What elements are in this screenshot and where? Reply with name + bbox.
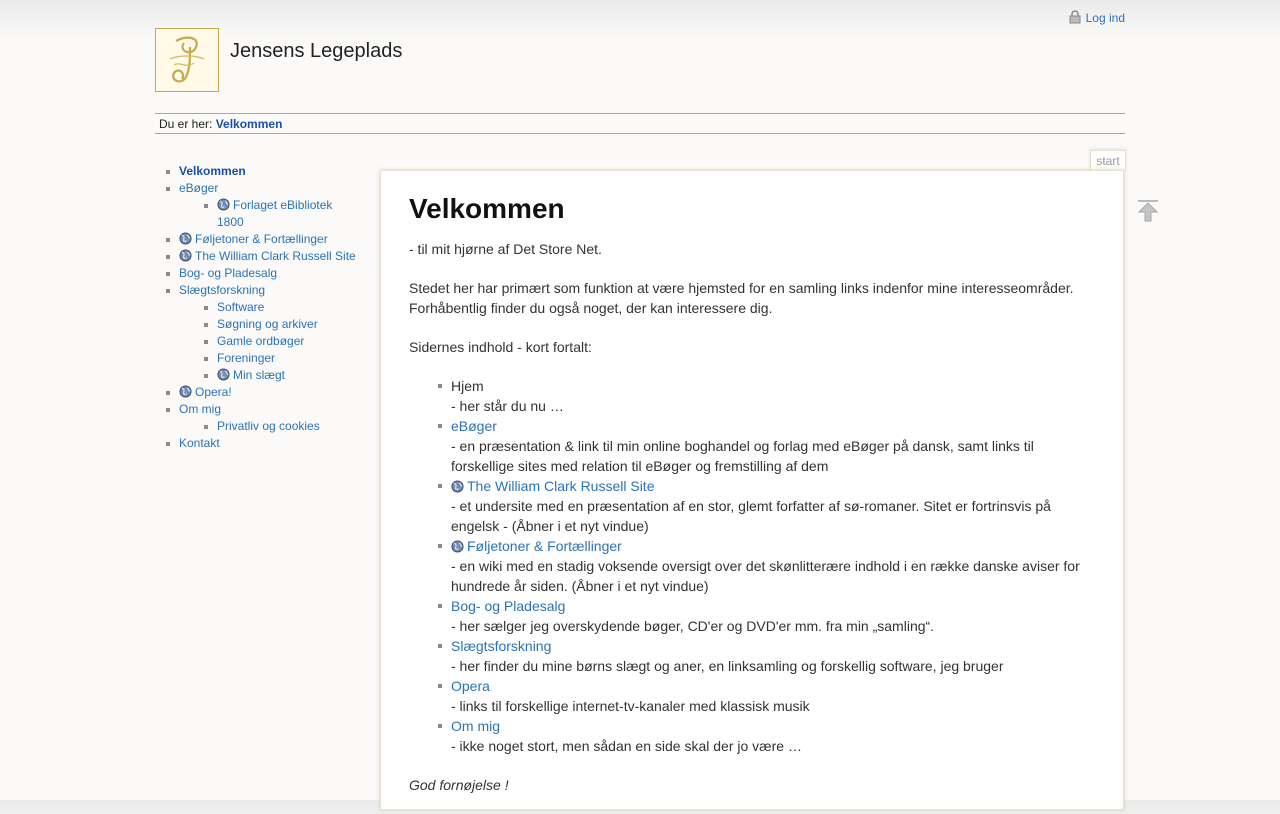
breadcrumb [155, 113, 1125, 134]
globe-icon [217, 198, 230, 211]
site-title: Jensens Legeplads [230, 40, 403, 62]
globe-icon [451, 480, 464, 493]
section-list [409, 376, 1099, 756]
list-item-link[interactable]: Bog- og Pladesalg [451, 598, 566, 614]
list-item-link[interactable]: eBøger [451, 418, 497, 434]
sidebar-item-ordboger [179, 333, 360, 350]
list-item-desc: - her står du nu … [451, 398, 564, 414]
list-item-link[interactable]: Slægtsforskning [451, 638, 552, 654]
list-item-desc: - en wiki med en stadig voksende oversigt over det skønlitterære indhold i en række danske aviser for hundrede år siden. (Åbner i et nyt vindue) [451, 558, 1080, 594]
list-item [451, 376, 1099, 416]
sidebar-item-foreninger [179, 350, 360, 367]
list-item [451, 596, 1099, 636]
globe-icon [451, 540, 464, 553]
sidebar-item-bogsalg [160, 265, 360, 282]
article [409, 193, 1099, 814]
list-item-desc: - ikke noget stort, men sådan en side skal der jo være … [451, 738, 802, 754]
list-item-desc: - en præsentation & link til min online boghandel og forlag med eBøger på dansk, samt links til forskellige sites med relation til eBøger og fremstilling af dem [451, 438, 1034, 474]
sidebar-link[interactable]: Om mig [179, 402, 221, 416]
list-item-link[interactable]: Føljetoner & Fortællinger [467, 538, 622, 554]
sidebar-link[interactable]: Gamle ordbøger [217, 334, 305, 348]
sidebar-item-foljetoner [160, 231, 360, 248]
sidebar-link[interactable]: Slægtsforskning [179, 283, 266, 297]
sidebar-item-slaegt [160, 282, 360, 384]
site-logo[interactable] [155, 28, 219, 92]
back-to-top-button[interactable] [1138, 198, 1158, 225]
list-item [451, 636, 1099, 676]
page-content [380, 170, 1124, 810]
sidebar-link[interactable]: Bog- og Pladesalg [179, 266, 278, 280]
list-item [451, 416, 1099, 476]
sidebar-item-sogning [179, 316, 360, 333]
login-link[interactable]: Log ind [1085, 11, 1125, 25]
sidebar-link[interactable]: Føljetoner & Fortællinger [195, 232, 328, 246]
globe-icon [179, 249, 192, 262]
summary-heading: Sidernes indhold - kort fortalt: [409, 339, 592, 355]
sidebar-link[interactable]: The William Clark Russell Site [195, 249, 356, 263]
list-item-desc: - links til forskellige internet-tv-kanaler med klassisk musik [451, 698, 810, 714]
list-item [451, 716, 1099, 756]
paragraph-line: Forhåbentlig finder du også noget, der kan interessere dig. [409, 300, 773, 316]
list-item-desc: - her finder du mine børns slægt og aner, en linksamling og forskellig software, jeg bruger [451, 658, 1004, 674]
intro-text: - til mit hjørne af Det Store Net. [409, 241, 602, 257]
sidebar-item-software [179, 299, 360, 316]
sidebar-link[interactable]: Software [217, 300, 265, 314]
sidebar-item-russell [160, 248, 360, 265]
paragraph-line: Stedet her har primært som funktion at være hjemsted for en samling links indenfor mine interesseområder. [409, 280, 1074, 296]
sidebar-item-privatliv [179, 418, 360, 435]
logo-j-icon [156, 29, 218, 91]
list-item [451, 476, 1099, 536]
globe-icon [217, 368, 230, 381]
sidebar-nav [160, 163, 360, 452]
sidebar-link[interactable]: Foreninger [217, 351, 276, 365]
page-title: Velkommen [409, 193, 565, 224]
list-item-desc: - et undersite med en præsentation af en stor, glemt forfatter af sø-romaner. Sitet er fortrinsvis på engelsk - (Åbner i et nyt vindue) [451, 498, 1051, 534]
closing-emphasis: God fornøjelse ! [409, 777, 509, 793]
globe-icon [179, 232, 192, 245]
breadcrumb-label: Du er her: [159, 117, 213, 131]
sidebar-item-forlaget [179, 197, 360, 231]
lock-icon [1069, 10, 1081, 24]
list-item-link[interactable]: Opera [451, 678, 490, 694]
sidebar-link[interactable]: Søgning og arkiver [217, 317, 318, 331]
sidebar-link[interactable]: Opera! [195, 385, 232, 399]
sidebar-link[interactable]: Min slægt [233, 368, 286, 382]
sidebar-link[interactable]: Forlaget eBibliotek 1800 [217, 198, 333, 229]
intro-paragraph [409, 278, 1099, 318]
list-item-link[interactable]: Om mig [451, 718, 500, 734]
list-item-link[interactable]: The William Clark Russell Site [467, 478, 655, 494]
sidebar-item-eboger [160, 180, 360, 231]
sidebar-link[interactable]: Velkommen [179, 164, 246, 178]
list-item [451, 536, 1099, 596]
closing-text [409, 775, 1099, 795]
list-item-desc: - her sælger jeg overskydende bøger, CD'er og DVD'er mm. fra min „samling“. [451, 618, 935, 634]
sidebar-item-kontakt [160, 435, 360, 452]
sidebar-link[interactable]: Privatliv og cookies [217, 419, 320, 433]
list-item-title: Hjem [451, 378, 484, 394]
sidebar-item-velkommen [160, 163, 360, 180]
sidebar-item-ommig [160, 401, 360, 435]
globe-icon [179, 385, 192, 398]
breadcrumb-current[interactable]: Velkommen [215, 117, 283, 131]
sidebar-item-minslaegt [179, 367, 360, 384]
arrow-up-icon [1138, 198, 1158, 222]
list-item [451, 676, 1099, 716]
sidebar-link[interactable]: Kontakt [179, 436, 220, 450]
sidebar-item-opera [160, 384, 360, 401]
sidebar-link[interactable]: eBøger [179, 181, 219, 195]
user-tools [1069, 10, 1125, 25]
page-id-tab: start [1090, 150, 1126, 171]
